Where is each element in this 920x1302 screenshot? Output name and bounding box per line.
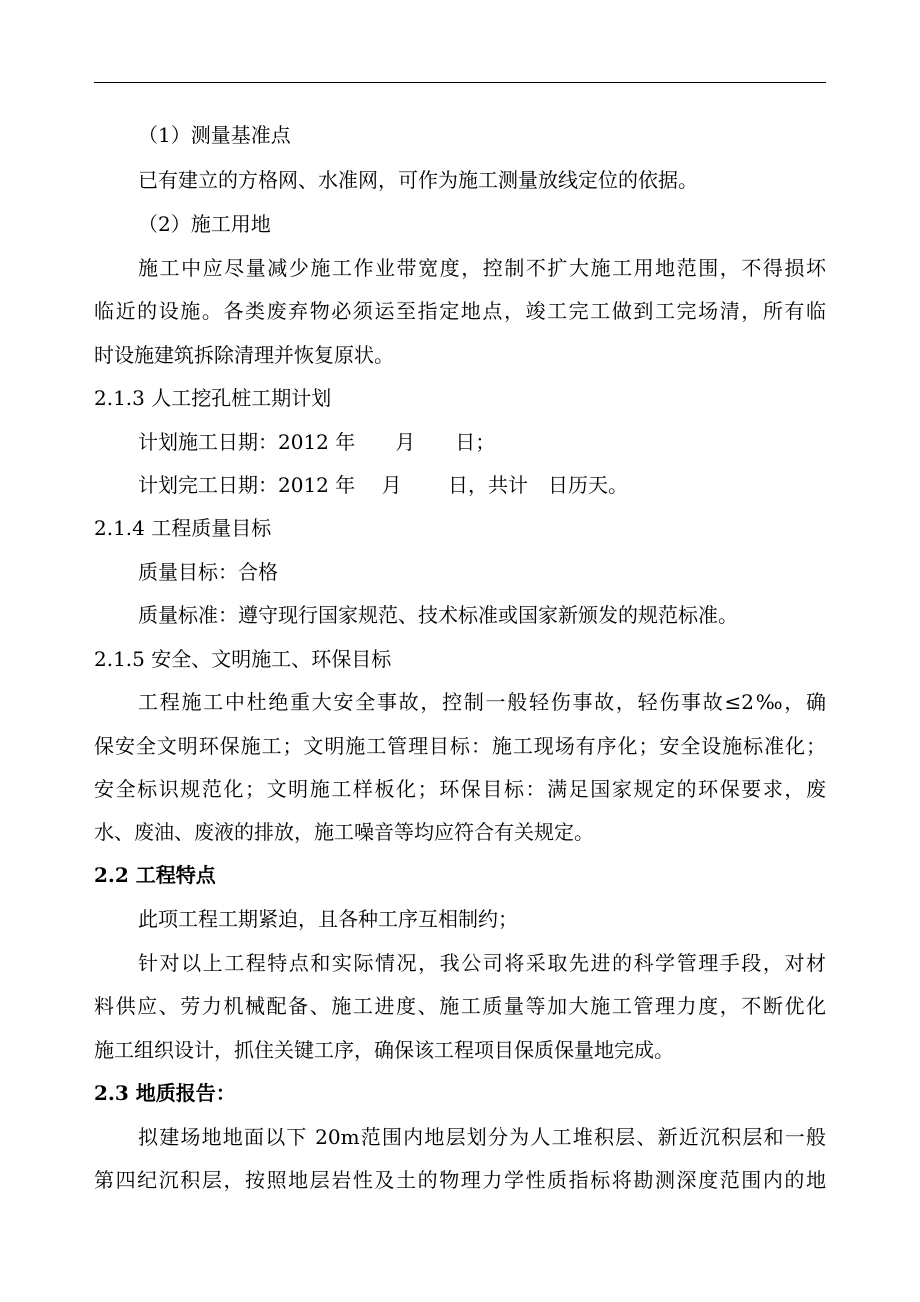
paragraph-line: 料供应、劳力机械配备、施工进度、施工质量等加大施工管理力度，不断优化	[94, 994, 826, 1018]
section-heading-2-2: 2.2 工程特点	[94, 863, 216, 887]
planned-finish-date: 计划完工日期：2012 年 月 日，共计 日历天。	[138, 473, 628, 497]
paragraph-line: 拟建场地地面以下 20m范围内地层划分为人工堆积层、新近沉积层和一般	[138, 1125, 826, 1149]
quality-standard: 质量标准：遵守现行国家规范、技术标准或国家新颁发的规范标准。	[138, 603, 738, 627]
paragraph-line: 施工中应尽量减少施工作业带宽度，控制不扩大施工用地范围，不得损坏	[138, 256, 826, 280]
planned-start-date: 计划施工日期：2012 年 月 日；	[138, 430, 496, 454]
paragraph-line: 保安全文明环保施工；文明施工管理目标：施工现场有序化；安全设施标准化；	[94, 734, 826, 758]
section-heading-2-3: 2.3 地质报告：	[94, 1081, 236, 1105]
paragraph-line: 临近的设施。各类废弃物必须运至指定地点，竣工完工做到工完场清，所有临	[94, 299, 826, 323]
section-heading-2-1-5: 2.1.5 安全、文明施工、环保目标	[94, 647, 392, 671]
quality-target: 质量目标：合格	[138, 560, 278, 584]
paragraph-line: 第四纪沉积层，按照地层岩性及土的物理力学性质指标将勘测深度范围内的地	[94, 1168, 826, 1192]
paragraph-line: 时设施建筑拆除清理并恢复原状。	[94, 343, 394, 367]
section-heading-2-1-3: 2.1.3 人工挖孔桩工期计划	[94, 386, 332, 410]
paragraph-line: 安全标识规范化；文明施工样板化；环保目标：满足国家规定的环保要求，废	[94, 777, 826, 801]
paragraph-line: 施工组织设计，抓住关键工序，确保该工程项目保质保量地完成。	[94, 1038, 674, 1062]
paragraph-line: 此项工程工期紧迫，且各种工序互相制约；	[138, 907, 518, 931]
section-heading-2-1-4: 2.1.4 工程质量目标	[94, 516, 272, 540]
paragraph-line: 已有建立的方格网、水准网，可作为施工测量放线定位的依据。	[138, 168, 698, 192]
paragraph-line: 水、废油、废液的排放，施工噪音等均应符合有关规定。	[94, 820, 594, 844]
subheading-construction-land: （2）施工用地	[138, 212, 271, 236]
subheading-survey-benchmark: （1）测量基准点	[138, 123, 291, 147]
paragraph-line: 针对以上工程特点和实际情况，我公司将采取先进的科学管理手段，对材	[138, 951, 826, 975]
paragraph-line: 工程施工中杜绝重大安全事故，控制一般轻伤事故，轻伤事故≤2‰，确	[138, 690, 826, 714]
header-rule	[94, 82, 826, 83]
